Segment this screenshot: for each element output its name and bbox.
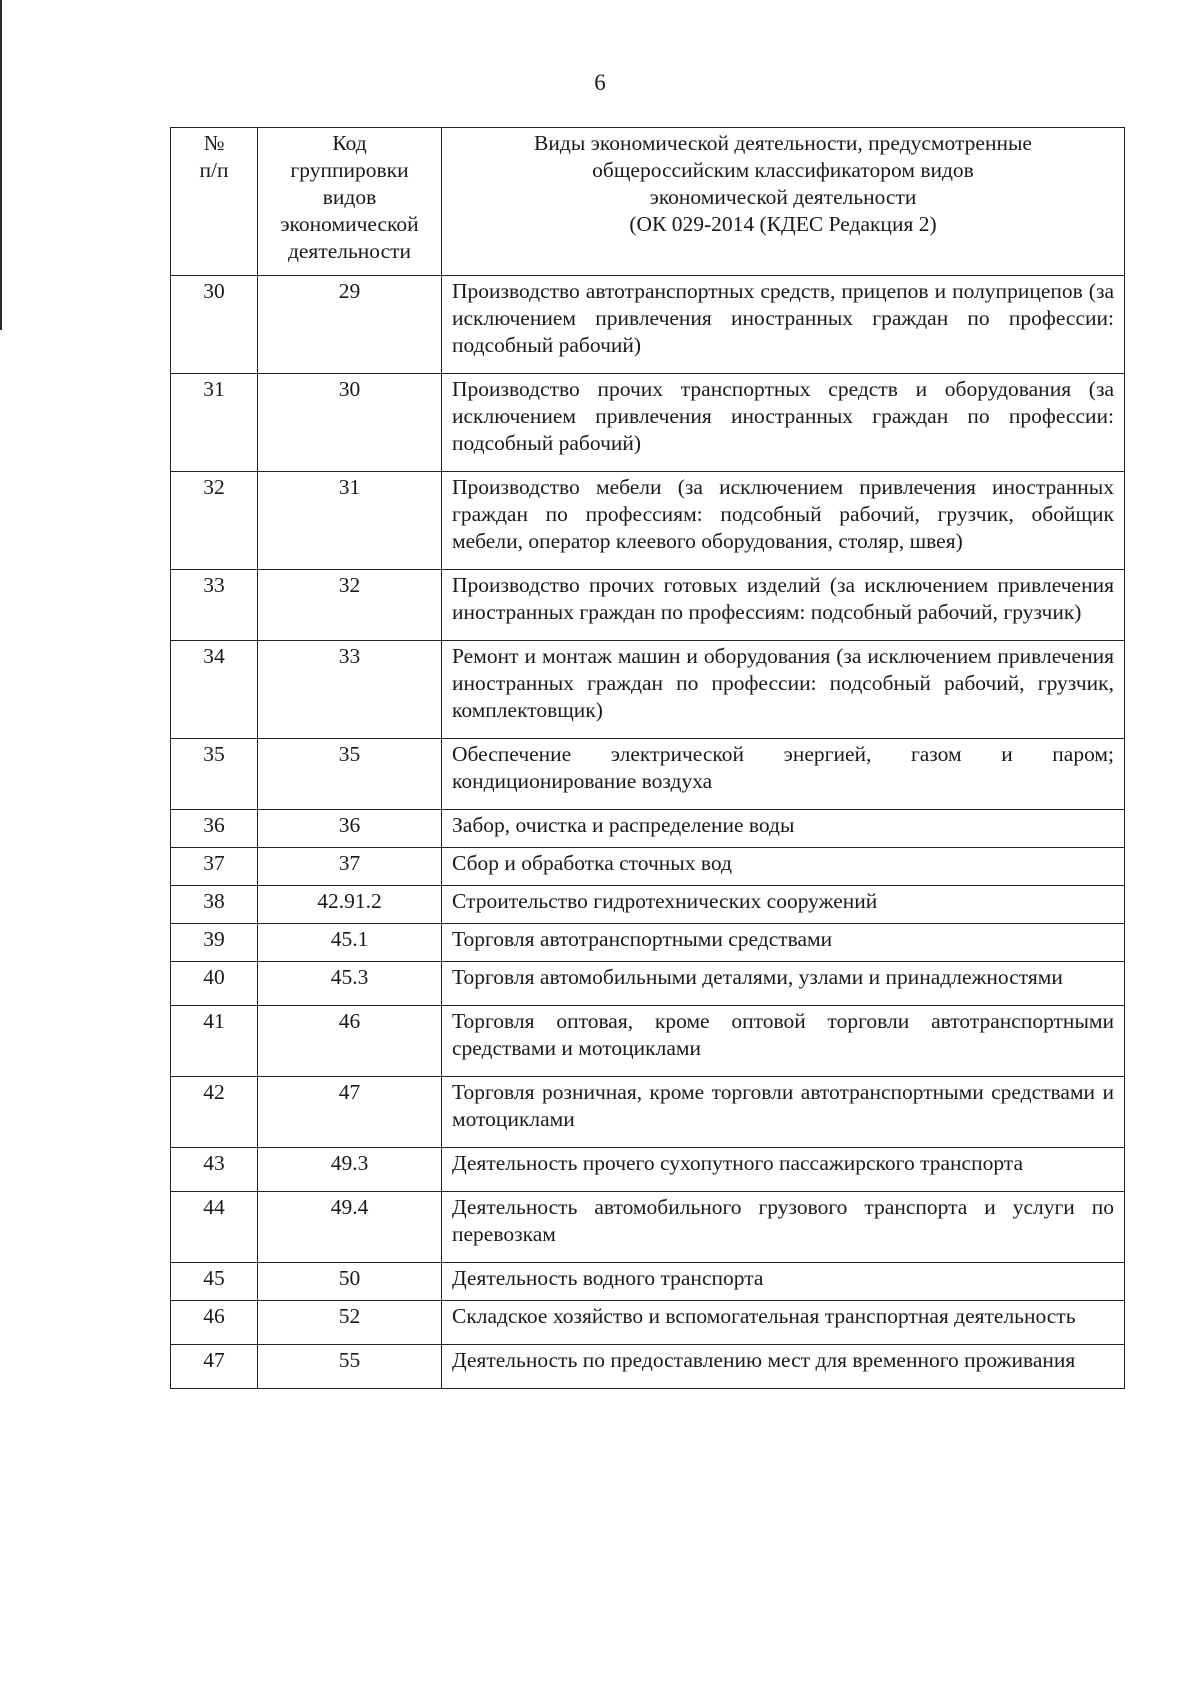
row-code-cell: 55 [258,1345,442,1389]
table-row [171,1263,1125,1301]
header-line: видов [322,185,377,209]
row-activity-cell: Забор, очистка и распределение воды [442,810,1125,848]
table-row [171,1006,1125,1077]
table-row [171,1345,1125,1389]
row-number-cell: 40 [171,962,258,1006]
row-activity-cell: Деятельность автомобильного грузового транспорта и услуги по перевозкам [442,1192,1125,1263]
row-activity-cell: Производство автотранспортных средств, прицепов и полуприцепов (за исключением привлечения иностранных граждан по профессии: подсобный рабочий) [442,276,1125,374]
page-number: 6 [594,70,606,95]
row-number-cell: 42 [171,1077,258,1148]
row-activity-cell: Сбор и обработка сточных вод [442,848,1125,886]
row-code-cell: 33 [258,641,442,739]
row-number-cell: 36 [171,810,258,848]
table-row [171,886,1125,924]
row-number-cell: 32 [171,472,258,570]
table-row [171,374,1125,472]
table-row [171,1077,1125,1148]
row-activity-cell: Складское хозяйство и вспомогательная транспортная деятельность [442,1301,1125,1345]
table-row [171,472,1125,570]
table-row [171,1148,1125,1192]
row-number-cell: 45 [171,1263,258,1301]
row-number-cell: 46 [171,1301,258,1345]
table-row [171,848,1125,886]
table-row [171,810,1125,848]
header-code [258,128,442,276]
row-code-cell: 49.3 [258,1148,442,1192]
row-activity-cell: Производство прочих готовых изделий (за исключением привлечения иностранных граждан по профессиям: подсобный рабочий, грузчик) [442,570,1125,641]
row-number-cell: 47 [171,1345,258,1389]
row-code-cell: 45.3 [258,962,442,1006]
scan-edge-line [0,0,2,330]
table-row [171,1301,1125,1345]
row-code-cell: 35 [258,739,442,810]
row-activity-cell: Торговля автотранспортными средствами [442,924,1125,962]
header-line: Виды экономической деятельности, предусмотренные [534,131,1032,155]
header-line: Код [332,131,367,155]
row-activity-cell: Ремонт и монтаж машин и оборудования (за исключением привлечения иностранных граждан по профессии: подсобный рабочий, грузчик, комплектовщик) [442,641,1125,739]
row-number-cell: 35 [171,739,258,810]
row-code-cell: 47 [258,1077,442,1148]
header-line: общероссийским классификатором видов [592,158,974,182]
table-row [171,570,1125,641]
row-number-cell: 43 [171,1148,258,1192]
row-activity-cell: Производство прочих транспортных средств и оборудования (за исключением привлечения иностранных граждан по профессии: подсобный рабочий) [442,374,1125,472]
row-code-cell: 36 [258,810,442,848]
table-row [171,641,1125,739]
row-code-cell: 45.1 [258,924,442,962]
table-row [171,962,1125,1006]
row-activity-cell: Деятельность водного транспорта [442,1263,1125,1301]
row-code-cell: 46 [258,1006,442,1077]
table-header-row [171,128,1125,276]
header-line: № [203,131,225,155]
header-line: (ОК 029-2014 (КДЕС Редакция 2) [629,212,937,236]
header-line: п/п [199,158,229,182]
header-activity [442,128,1125,276]
header-line: экономической деятельности [649,185,917,209]
row-number-cell: 44 [171,1192,258,1263]
row-activity-cell: Торговля розничная, кроме торговли автотранспортными средствами и мотоциклами [442,1077,1125,1148]
row-code-cell: 31 [258,472,442,570]
header-number [171,128,258,276]
table-row [171,276,1125,374]
row-code-cell: 42.91.2 [258,886,442,924]
row-code-cell: 49.4 [258,1192,442,1263]
row-number-cell: 39 [171,924,258,962]
row-code-cell: 50 [258,1263,442,1301]
row-activity-cell: Деятельность по предоставлению мест для временного проживания [442,1345,1125,1389]
header-line: экономической [280,212,419,236]
row-number-cell: 38 [171,886,258,924]
table-row [171,924,1125,962]
row-activity-cell: Строительство гидротехнических сооружений [442,886,1125,924]
row-number-cell: 37 [171,848,258,886]
row-activity-cell: Обеспечение электрической энергией, газом и паром; кондиционирование воздуха [442,739,1125,810]
row-code-cell: 32 [258,570,442,641]
row-number-cell: 30 [171,276,258,374]
table-row [171,739,1125,810]
activity-table [170,127,1125,1389]
row-code-cell: 37 [258,848,442,886]
row-number-cell: 31 [171,374,258,472]
row-number-cell: 34 [171,641,258,739]
header-line: группировки [290,158,409,182]
row-activity-cell: Деятельность прочего сухопутного пассажирского транспорта [442,1148,1125,1192]
table-row [171,1192,1125,1263]
row-code-cell: 52 [258,1301,442,1345]
row-number-cell: 33 [171,570,258,641]
header-line: деятельности [287,239,412,263]
row-activity-cell: Торговля оптовая, кроме оптовой торговли автотранспортными средствами и мотоциклами [442,1006,1125,1077]
row-code-cell: 30 [258,374,442,472]
row-number-cell: 41 [171,1006,258,1077]
row-activity-cell: Торговля автомобильными деталями, узлами и принадлежностями [442,962,1125,1006]
row-code-cell: 29 [258,276,442,374]
row-activity-cell: Производство мебели (за исключением привлечения иностранных граждан по профессиям: подсобный рабочий, грузчик, обойщик мебели, оператор клеевого оборудования, столяр, швея) [442,472,1125,570]
